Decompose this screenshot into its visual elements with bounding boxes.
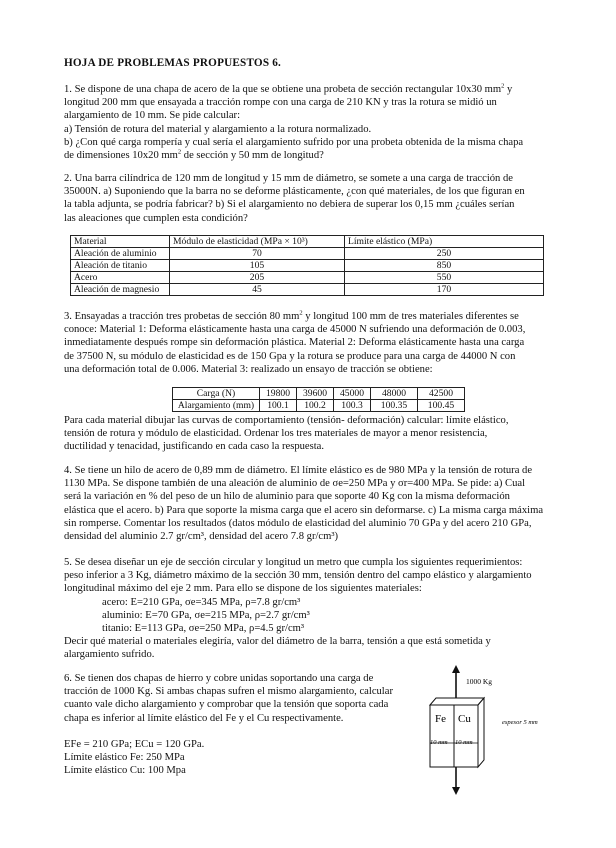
problem-3-questions: [64, 414, 551, 454]
tensile-test-table: [172, 387, 465, 412]
width-fe-label: 10 mm: [430, 739, 448, 746]
material-steel: acero: E=210 GPa, σe=345 MPa, ρ=7.8 gr/cm³: [102, 596, 301, 608]
text-line: Límite elástico Cu: 100 Mpa: [64, 765, 186, 777]
text-line: las aleaciones que cumplen esta condición?: [64, 212, 248, 224]
text-line: 2. Una barra cilíndrica de 120 mm de longitud y 15 mm de diámetro, se somete a una carga de tracción de: [64, 173, 514, 184]
text-line: EFe = 210 GPa; ECu = 120 GPa.: [64, 738, 205, 750]
page-title: HOJA DE PROBLEMAS PROPUESTOS 6.: [64, 57, 282, 69]
text-line: alargamiento sufrido.: [64, 649, 155, 661]
problem-2: [64, 172, 551, 225]
text-line: elástica que el acero. b) Para que soporte la misma carga que el acero sin deformarse. c) La misma carga máxima: [64, 504, 544, 516]
table-row: Alargamiento (mm) 100.1 100.2 100.3 100.35 100.45: [173, 400, 465, 412]
text-line: 5. Se desea diseñar un eje de sección circular y longitud un metro que cumpla los siguientes requerimientos:: [64, 557, 523, 568]
table-header-row: Material Módulo de elasticidad (MPa × 10³) Límite elástico (MPa): [71, 236, 544, 248]
text-line: ductilidad y tenacidad, justificando en cada caso la respuesta.: [64, 441, 325, 453]
block-side-face: [478, 698, 484, 767]
text-line: chapa es inferior al límite elástico del Fe y el Cu respectivamente.: [64, 712, 344, 724]
text-line: una deformación total de 0.006. Material 3: realizado un ensayo de tracción se obtiene:: [64, 363, 433, 375]
text-line: 1. Se dispone de una chapa de acero de la que se obtiene una probeta de sección rectangular 10x30 mm: [64, 84, 502, 95]
text-line: inmediatamente después rompe sin deformación plástica. Material 2: Deforma elásticamente hasta una carga: [64, 337, 525, 349]
thickness-label: espesor 5 mm: [502, 719, 538, 726]
table-row: Aleación de aluminio 70 250: [71, 248, 544, 260]
text-line: b) ¿Con qué carga rompería y cual sería el alargamiento sufrido por una probeta obtenida de la misma chapa: [64, 136, 524, 148]
table-row: Carga (N) 19800 39600 45000 48000 42500: [173, 388, 465, 400]
text-line: 4. Se tiene un hilo de acero de 0,89 mm de diámetro. El límite elástico es de 980 MPa y la tensión de rotura de: [64, 465, 533, 476]
text-line: longitud 200 mm que ensayada a tracción rompe con una carga de 210 KN y tras la rotura se midió un: [64, 97, 497, 109]
problem-3: 3. Ensayadas a tracción tres probetas de sección 80 $mm^2$ y longitud 100 mm de tres materiales diferentes se conoce: Material 1: Deforma elásticamente hasta una carga de 45000 N sufriendo una deformación de 0.003, inmediatamente después rompe sin deformación plástica. Material 2: Deforma elásticamente hasta una carga de 37500 N, su módulo de elasticidad es de 150 Gpa y la rotura se produce para una carga de 44000 N con una deformación total de 0.006. Material 3: realizado un ensayo de tracción se obtiene:: [64, 310, 551, 376]
text-line: la tabla adjunta, se podría fabricar? b) Si el alargamiento no debiera de superar los 0,15 mm ¿cuáles serían: [64, 199, 515, 211]
table-row: Aleación de titanio 105 850: [71, 260, 544, 272]
materials-table: [70, 235, 544, 296]
text-line: será la variación en % del peso de un hilo de aluminio para que soporte 40 Kg con la misma deformación: [64, 491, 510, 503]
text-line: Decir qué material o materiales elegiría, valor del diámetro de la barra, tensión a que está sometida y: [64, 636, 491, 648]
block-top-face: [430, 698, 484, 705]
text-line: Para cada material dibujar las curvas de comportamiento (tensión- deformación) calcular: límite elástico,: [64, 415, 509, 426]
text-line: cuanto vale dicho alargamiento y comprobar que la tensión que soporta cada: [64, 699, 389, 711]
text-line: 35000N. a) Suponiendo que la barra no se deforme plásticamente, ¿con qué materiales, de los que figuran en: [64, 186, 525, 198]
width-cu-label: 10 mm: [455, 739, 473, 746]
fe-label: Fe: [435, 713, 446, 725]
text-line: 1130 MPa. Se dispone también de una aleación de aluminio de σe=250 MPa y σr=400 MPa. Se pide: a) Cual: [64, 478, 526, 490]
text-line: peso inferior a 3 Kg, diámetro máximo de la sección 30 mm, tensión dentro del campo elástico y alargamiento: [64, 570, 532, 582]
text-line: alargamiento de 10 mm. Se pide calcular:: [64, 110, 241, 122]
text-line: tracción de 1000 Kg. Si ambas chapas sufren el mismo alargamiento, calcular: [64, 686, 393, 698]
text-line: a) Tensión de rotura del material y alargamiento a la rotura normalizado.: [64, 123, 372, 135]
material-aluminium: aluminio: E=70 GPa, σe=215 MPa, ρ=2.7 gr/cm³: [102, 609, 310, 621]
arrow-head-up: [452, 665, 460, 673]
problem-4: [64, 464, 551, 543]
problem-6: [64, 672, 409, 777]
material-titanium: titanio: E=113 GPa, σe=250 MPa, ρ=4.5 gr/cm³: [102, 623, 305, 635]
text-line: conoce: Material 1: Deforma elásticamente hasta una carga de 45000 N sufriendo una deformación de 0.003,: [64, 324, 526, 336]
cu-label: Cu: [458, 713, 471, 725]
text-line: tensión de rotura y módulo de elasticidad. Ordenar los tres materiales de mayor a menor resistencia,: [64, 428, 488, 440]
table-row: Aleación de magnesio 45 170: [71, 284, 544, 296]
arrow-head-down: [452, 787, 460, 795]
fe-cu-plates-figure: [408, 665, 568, 795]
text-line: sin romperse. Comentar los resultados (datos módulo de elasticidad del aluminio 70 GPa y del acero 210 GPa,: [64, 517, 532, 529]
text-line: Límite elástico Fe: 250 MPa: [64, 752, 185, 764]
table-row: Acero 205 550: [71, 272, 544, 284]
text-line: de 37500 N, su módulo de elasticidad es de 150 Gpa y la rotura se produce para una carga de 44000 N con: [64, 350, 516, 362]
load-label: 1000 Kg: [466, 677, 493, 686]
text-line: longitudinal máximo del eje 2 mm. Para ello se dispone de los siguientes materiales:: [64, 583, 422, 595]
text-line: densidad del aluminio 2.7 gr/cm³, densidad del acero 7.8 gr/cm³): [64, 531, 339, 543]
problem-1: 1. Se dispone de una chapa de acero de la que se obtiene una probeta de sección rectangular 10x30 $mm^2$ y longitud 200 mm que ensayada a tracción rompe con una carga de 210 KN y tras la rotura se midió un alargamiento de 10 mm. Se pide calcular: a) Tensión de rotura del material y alargamiento a la rotura normalizado. b) ¿Con qué carga rompería y cual sería el alargamiento sufrido por una probeta obtenida de la misma chapa de dimensiones 10x20 $mm^2$ de sección y 50 mm de longitud?: [64, 83, 551, 162]
text-line: 6. Se tienen dos chapas de hierro y cobre unidas soportando una carga de: [64, 673, 374, 684]
problem-5: [64, 556, 551, 662]
